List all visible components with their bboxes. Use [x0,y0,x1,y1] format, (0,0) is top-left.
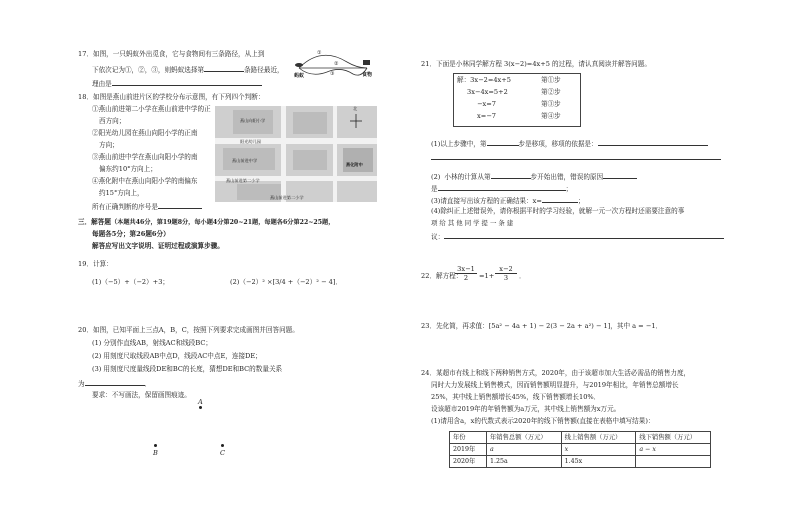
q23-text: 23．先化简，再求值：[5a² − 4a + 1) − 2(3 − 2a + a²) − 1]，其中 a = −1． [421,322,663,330]
q21-blank-1b[interactable] [598,138,708,146]
q17-label-food: 食物 [362,72,373,78]
q21-sub2-line: 是 ； [431,185,573,193]
point-a-label: A [198,398,203,406]
q21-step-0-label: 第①步 [541,76,561,84]
table-row [450,444,711,456]
q17-blank-path[interactable] [204,64,244,72]
q18-item-1: 西方向； [99,117,126,125]
q18-answer: 所有正确判断的序号是 [92,201,202,211]
q24-line-4: (1)请用含a，x的代数式表示2020年的线下销售额(直接在表格中填写结果)： [431,417,655,425]
q21-step-3-label: 第④步 [541,112,561,120]
q24-line-2: 25%，其中线上销售额增长45%，线下销售额增长10%． [431,393,601,401]
q21-sub4a: (4)除纠正上述错误外，请你根据平时的学习经验，就解一元一次方程时还需要注意的事 [431,207,685,215]
table-cell: a [487,444,562,456]
q17-line2: 下依次记为①，②，③，则蚂蚁选择第 条路径最近， [92,66,284,74]
q20-line4: (3) 用刻度尺度量线段DE和BC的长度，猜想DE和BC的数量关系 [92,365,283,373]
q21-step-2-label: 第③步 [541,100,561,108]
q24-line-1: 同时大力发展线上销售模式，因而销售额明显提升，与2019年相比，年销售总额增长 [431,381,679,389]
map-label-xiangyang: 燕山向阳小学 [240,118,266,123]
q17-line3: 理由是 [92,78,262,88]
q18-item-3: 方向； [99,141,119,149]
table-cell: 2019年 [450,444,487,456]
q22-mid: =1+ [479,272,495,280]
table-header-cell: 线上销售额（万元） [561,432,636,444]
q19-title: 19．计算： [78,260,113,268]
q20-line1: 20．如图，已知平面上三点A，B，C，按照下列要求完成画图并回答问题。 [78,326,299,334]
q18-item-7: 约15°方向上， [99,189,144,197]
q21-intro: 21．下面是小林同学解方程 3(x−2)=4x+5 的过程，请认真阅读并解答问题。 [421,60,651,68]
q20-blank[interactable] [85,378,145,386]
table-cell: a − x [636,444,711,456]
map-label-kindergarten: 阳光幼儿园 [240,139,261,144]
table-answer-cell[interactable] [636,456,711,468]
table-cell: 1.25a [487,456,562,468]
point-a-dot [199,406,202,409]
q18-intro: 18．如图是燕山前进片区的学校分布示意图，有下列四个判断： [78,93,265,101]
q20-line2: (1) 分别作直线AB，射线AC和线段BC； [92,339,212,347]
q20-line6: 要求：不写画法，保留画图痕迹。 [92,391,191,399]
q21-blank-1a[interactable] [487,138,519,146]
q21-step-1-label: 第②步 [541,88,561,96]
q18-item-0: ①燕山前进第二小学在燕山前进中学的正 [92,105,211,113]
map-label-yanhua: 燕化附中 [346,162,363,167]
q18-item-2: ②阳光幼儿园在燕山向阳小学的正南 [92,129,198,137]
table-row [450,456,711,468]
section3-line3: 解答应写出文字说明、证明过程或演算步骤。 [92,242,224,250]
point-c-dot [221,444,224,447]
q18-item-6: ④燕化附中在燕山向阳小学的南偏东 [92,177,198,185]
point-b-dot [154,444,157,447]
q17-line1: 17．如图，一只蚂蚁外出觅食，它与食物间有三条路径，从上到 [78,50,265,58]
q18-item-4: ③燕山前进中学在燕山向阳小学的南 [92,153,198,161]
q21-blank-1c[interactable] [431,152,721,160]
table-header-row [450,432,711,444]
q17-label-p2: ② [334,61,339,67]
map-label-qianjin-second-b: 燕山前进第二小学 [270,195,304,200]
q21-blank-2b[interactable] [603,171,637,179]
q21-sub1-line [431,152,721,162]
table-cell: 1.45x [561,456,636,468]
q17-label-p1: ① [317,50,322,56]
q22-text: 22．解方程： [421,272,463,280]
q21-sub4c: 议： [431,231,724,241]
q24-line-3: 设该超市2019年的年销售额为a万元，其中线上销售额为x万元。 [431,405,621,413]
q21-step-3-eq: x=−7 [477,112,496,120]
q21-sub4b: 项 给 其 他 同 学 提 一 条 建 [431,219,514,227]
q19-part2: (2)（−2）² ×[3/4 +（−2）² − 4]． [230,278,342,286]
q21-step-2-eq: −x=7 [477,100,496,108]
map-label-qianjin-second: 燕山前进第二小学 [226,178,260,183]
table-cell: 2020年 [450,456,487,468]
q21-blank-3[interactable] [542,195,578,203]
q21-sub2: (2) 小林的计算从第 步开始出错，错误的原因 [431,171,637,181]
table-header-cell: 年销售总额（万元） [487,432,562,444]
table-header-cell: 年份 [450,432,487,444]
q21-blank-4[interactable] [444,231,724,239]
q18-item-5: 偏东约10°方向上； [99,165,157,173]
q24-line-0: 24．某超市有线上和线下两种销售方式，2020年，由于该超市加大生活必需品的销售力度， [421,369,691,377]
q21-step-0-eq: 解：3x−2=4x+5 [457,76,511,84]
point-c-label: C [220,449,226,457]
q24-sales-table [449,431,711,468]
table-cell: x [561,444,636,456]
q21-blank-2a[interactable] [491,171,531,179]
section3-line2: 每题各5分；第26题6分） [92,230,170,238]
q17-label-p3: ③ [330,71,335,77]
q19-part1: (1)（−5）+（−2）+3； [92,278,169,286]
q22-fraction-1: 3x−1 2 [455,265,477,282]
q18-blank[interactable] [158,201,202,209]
right-column [397,0,794,523]
table-header-cell: 线下销售额（万元） [636,432,711,444]
q17-label-ant: 蚂蚁 [294,73,305,79]
q21-blank-2c[interactable] [438,183,566,191]
north-arrow-icon [348,110,364,128]
point-b-label: B [153,449,158,457]
q22-fraction-2: x−2 3 [495,265,517,282]
map-label-north: 北 [353,106,358,111]
q21-sub3: (3)请直接写出该方程的正确结果：x= ； [431,197,585,205]
map-label-qianjin-middle: 燕山前进中学 [232,158,258,163]
section3-line1: 三．解答题（本题共46分，第19题8分，每小题4分第20~21题，每题各6分第22~25题， [78,218,335,226]
q17-blank-reason[interactable] [112,78,262,86]
q20-line3: (2) 用刻度尺取线段AB中点D，线段AC中点E，连接DE； [92,352,262,360]
q21-step-1-eq: 3x−4x=5+2 [467,88,508,96]
q20-line5: 为 ． [78,380,152,388]
q22-end: ． [519,272,526,280]
q21-sub1: (1)以上步骤中，第 步是移项，移项的依据是： [431,138,708,148]
